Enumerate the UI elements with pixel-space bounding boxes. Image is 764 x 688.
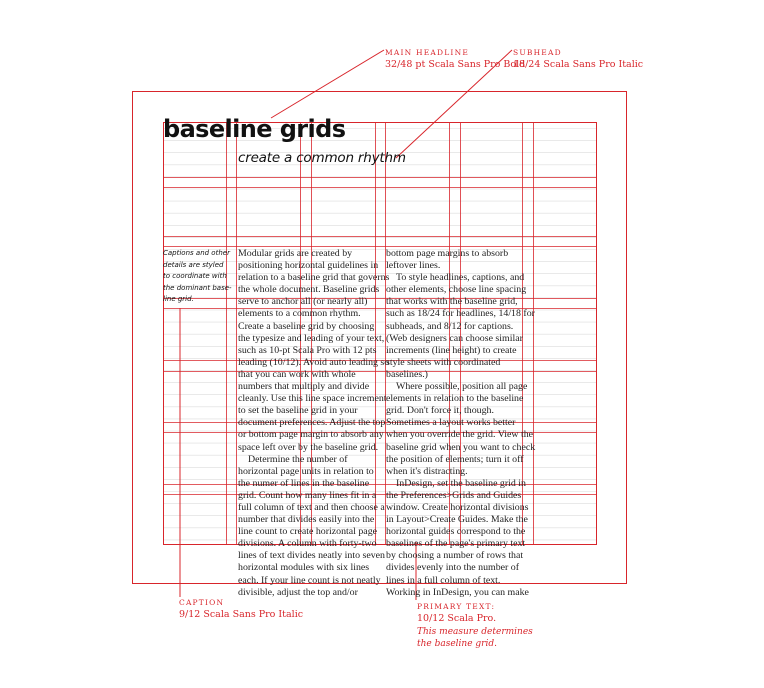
annotation-subhead xyxy=(513,47,643,72)
annotation-label: PRIMARY TEXT: xyxy=(417,602,496,611)
text-line: the position of elements; turn it off xyxy=(386,453,524,465)
leader-main-headline xyxy=(271,50,384,118)
text-line: the typesize and leading of your text, xyxy=(238,332,385,344)
text-line: when you override the grid. View the xyxy=(386,429,534,441)
text-line: numbers that multiply and divide xyxy=(238,381,370,393)
page-caption xyxy=(163,248,232,306)
text-line: lines in a full column of text. xyxy=(386,574,501,586)
text-line: Captions and other xyxy=(163,249,230,257)
text-line: that works with the baseline grid, xyxy=(386,296,518,308)
annotation-label: SUBHEAD xyxy=(513,48,562,57)
text-line: divisible, adjust the top and/or xyxy=(238,586,358,598)
text-line: grid. Count how many lines fit in a xyxy=(238,489,377,501)
text-line: lines of text divides neatly into seven xyxy=(238,550,385,562)
text-line: to set the baseline grid in your xyxy=(238,405,358,417)
text-line: horizontal guides correspond to the xyxy=(386,526,526,538)
text-line: To style headlines, captions, and xyxy=(396,272,525,284)
page-subhead: create a common rhythm xyxy=(238,150,406,166)
text-line: leftover lines. xyxy=(386,260,441,272)
text-line: elements in relation to the baseline xyxy=(386,393,524,405)
annotation-spec: 9/12 Scala Sans Pro Italic xyxy=(179,609,304,620)
text-line: subheads, and 8/12 for captions. xyxy=(386,320,514,332)
text-line: Modular grids are created by xyxy=(238,248,353,259)
text-line: by choosing a number of rows that xyxy=(386,550,524,562)
text-line: (Web designers can choose similar xyxy=(386,332,523,344)
text-line: line grid. xyxy=(163,295,194,304)
text-line: each. If your line count is not neatly xyxy=(238,574,381,586)
text-line: InDesign, set the baseline grid in xyxy=(396,477,526,489)
text-line: document preferences. Adjust the top xyxy=(238,417,386,429)
text-line: window. Create horizontal divisions xyxy=(386,501,529,513)
text-line: Working in InDesign, you can make xyxy=(386,586,529,598)
text-line: full column of text and then choose a xyxy=(238,501,385,513)
text-line: Determine the number of xyxy=(248,453,348,465)
annotation-spec: 10/12 Scala Pro. xyxy=(417,613,497,624)
text-line: grid. Don't force it, though. xyxy=(386,405,494,417)
text-line: baselines.) xyxy=(386,368,428,380)
text-line: horizontal modules with six lines xyxy=(238,562,370,574)
text-line: space left over by the baseline grid. xyxy=(238,441,379,453)
annotation-spec: 32/48 pt Scala Sans Pro Bold xyxy=(385,59,526,70)
text-line: the dominant base- xyxy=(163,283,232,292)
text-line: Sometimes a layout works better xyxy=(386,417,516,429)
text-column-2 xyxy=(386,248,535,599)
text-line: such as 10-pt Scala Pro with 12 pts xyxy=(238,344,377,356)
text-line: number that divides easily into the xyxy=(238,514,375,526)
text-line: the numer of lines in the baseline xyxy=(238,477,370,489)
text-line: divides evenly into the number of xyxy=(386,562,520,574)
text-line: when it's distracting. xyxy=(386,465,468,477)
text-line: increments (line height) to create xyxy=(386,344,517,356)
annotation-label: MAIN HEADLINE xyxy=(385,48,470,57)
text-line: elements to a common rhythm. xyxy=(238,308,361,320)
text-line: Where possible, position all page xyxy=(396,381,528,393)
text-line: baseline grid when you want to check xyxy=(386,441,536,453)
text-line: line count to create horizontal page xyxy=(238,526,378,538)
annotation-primary-text xyxy=(417,601,533,650)
text-line: that you can work with whole xyxy=(238,368,356,380)
text-line: relation to a baseline grid that governs xyxy=(238,272,390,284)
annotation-label: CAPTION xyxy=(179,598,225,607)
annotation-spec: 18/24 Scala Sans Pro Italic xyxy=(513,59,644,70)
text-line: the Preferences>Grids and Guides xyxy=(386,489,522,501)
text-line: bottom page margins to absorb xyxy=(386,248,509,259)
text-column-1 xyxy=(238,248,389,599)
text-line: details are styled xyxy=(163,260,224,269)
text-line: or bottom page margin to absorb any xyxy=(238,429,384,441)
text-line: to coordinate with xyxy=(163,272,227,281)
text-line: baselines of the page's primary text xyxy=(386,538,526,550)
annotation-note: the baseline grid. xyxy=(417,638,497,649)
text-line: leading (10/12). Avoid auto leading so xyxy=(238,356,390,368)
text-line: positioning horizontal guidelines in xyxy=(238,260,379,272)
annotation-note: This measure determines xyxy=(417,626,533,637)
page-headline: baseline grids xyxy=(163,115,346,143)
text-line: the whole document. Baseline grids xyxy=(238,284,380,296)
text-line: such as 18/24 for headlines, 14/18 for xyxy=(386,308,535,320)
text-line: style sheets with coordinated xyxy=(386,356,501,368)
text-line: serve to anchor all (or nearly all) xyxy=(238,296,368,308)
text-line: other elements, choose line spacing xyxy=(386,284,527,296)
annotation-main-headline xyxy=(385,47,525,72)
text-line: divisions. A column with forty-two xyxy=(238,538,377,550)
text-line: cleanly. Use this line space increment xyxy=(238,393,387,405)
text-line: Create a baseline grid by choosing xyxy=(238,320,375,332)
text-line: horizontal page units in relation to xyxy=(238,465,374,477)
annotation-caption xyxy=(179,597,303,622)
text-line: in Layout>Create Guides. Make the xyxy=(386,514,528,526)
